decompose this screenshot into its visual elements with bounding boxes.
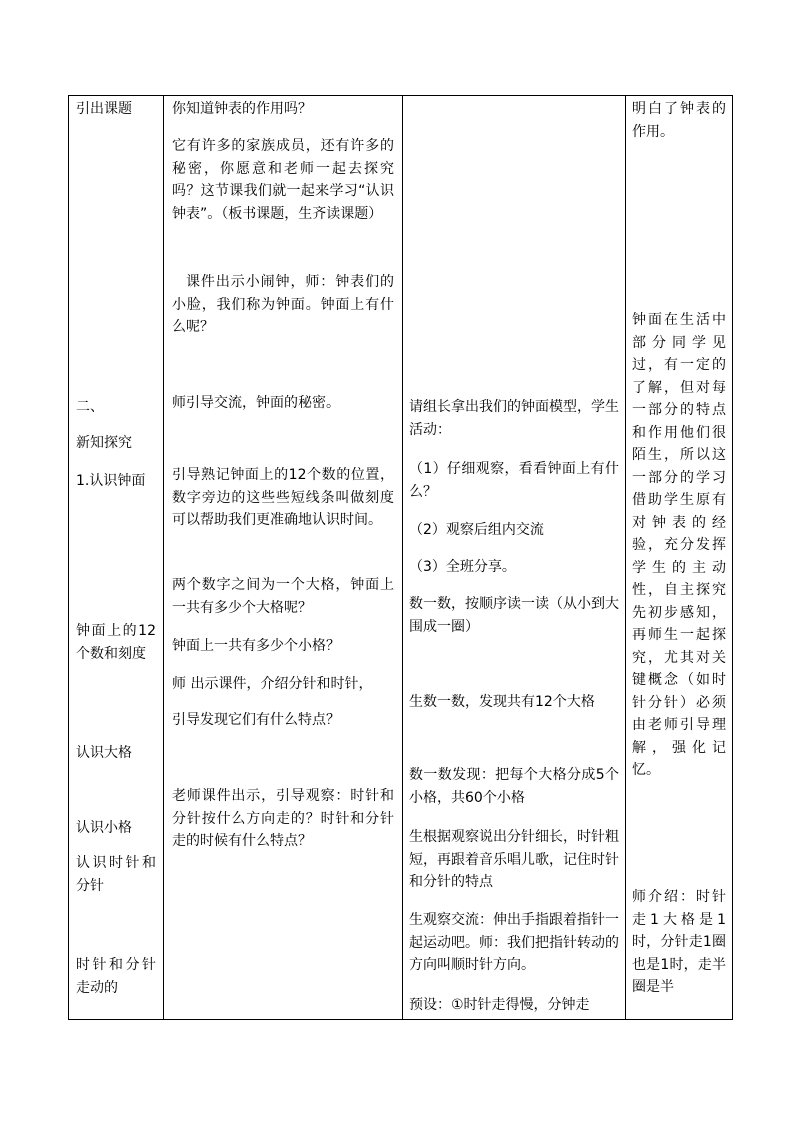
teacher-text: 钟面上一共有多少个小格？ bbox=[172, 638, 340, 654]
teacher-text: 你知道钟表的作用吗？ bbox=[172, 101, 312, 117]
stage-hands: 认识时针和分针 bbox=[76, 855, 156, 894]
teacher-text: 老师课件出示，引导观察：时针和分针按什么方向走的？时针和分针走的时候有什么特点？ bbox=[172, 788, 394, 849]
intent-text: 钟面在生活中部分同学见过，有一定的了解，但对每一部分的特点和作用他们很陌生，所以这一部分的学习借助学生原有对钟表的经验，充分发挥学生的主动性，自主探究先初步感知，再师生一起探究，尤其对关键概念（如时针分针）必须由老师引导理解，强化记忆。 bbox=[632, 312, 726, 778]
stage-section-two: 二、 bbox=[76, 399, 104, 415]
teacher-text: 引导熟记钟面上的12个数的位置，数字旁边的这些些短线条叫做刻度可以帮助我们更准确地认识时间。 bbox=[172, 467, 394, 528]
student-text: 数一数，按顺序读一读（从小到大围成一圈） bbox=[409, 596, 619, 635]
stage-hands-movement: 时针和分针走动的 bbox=[76, 957, 156, 996]
student-text: （1）仔细观察，看看钟面上有什么？ bbox=[409, 461, 619, 500]
stage-clock-face: 1.认识钟面 bbox=[76, 473, 146, 489]
student-text: 生数一数，发现共有12个大格 bbox=[409, 694, 595, 710]
student-text: 生观察交流：伸出手指跟着指针一起运动吧。师：我们把指针转动的方向叫顺时针方向。 bbox=[409, 912, 619, 973]
student-text: （2）观察后组内交流 bbox=[409, 522, 544, 538]
design-intent-column bbox=[626, 96, 733, 1020]
student-text: 请组长拿出我们的钟面模型，学生活动： bbox=[409, 399, 619, 438]
student-text: 生根据观察说出分针细长，时针粗短，再跟着音乐唱儿歌，记住时针和分针的特点 bbox=[409, 829, 619, 890]
student-text: 数一数发现：把每个大格分成5个小格，共60个小格 bbox=[409, 767, 619, 806]
stage-new-knowledge: 新知探究 bbox=[76, 435, 132, 451]
table-row bbox=[69, 96, 733, 1020]
stage-small-division: 认识小格 bbox=[76, 820, 132, 836]
teacher-text: 课件出示小闹钟，师：钟表们的小脸，我们称为钟面。钟面上有什么呢？ bbox=[172, 274, 394, 335]
student-text: （3）全班分享。 bbox=[409, 559, 516, 575]
intent-text: 师介绍：时针走1大格是1时，分针走1圈也是1时，走半圈是半 bbox=[632, 889, 726, 995]
intent-text: 明白了钟表的作用。 bbox=[632, 101, 726, 140]
teacher-text: 它有许多的家族成员，还有许多的秘密，你愿意和老师一起去探究吗？这节课我们就一起来学习“认识钟表”。（板书课题，生齐读课题） bbox=[172, 138, 394, 222]
lesson-plan-table bbox=[68, 95, 733, 1020]
teacher-text: 师 出示课件，介绍分针和时针， bbox=[172, 676, 373, 692]
student-text: 预设：①时针走得慢，分钟走 bbox=[409, 997, 590, 1013]
stage-big-division: 认识大格 bbox=[76, 745, 132, 761]
stage-column bbox=[69, 96, 164, 1020]
teacher-activity-column bbox=[164, 96, 403, 1020]
teacher-text: 师引导交流，钟面的秘密。 bbox=[172, 395, 340, 411]
stage-numbers-ticks: 钟面上的12个数和刻度 bbox=[76, 623, 156, 662]
teacher-text: 两个数字之间为一个大格，钟面上一共有多少个大格呢？ bbox=[172, 577, 394, 616]
stage-intro: 引出课题 bbox=[76, 101, 132, 117]
student-activity-column bbox=[403, 96, 626, 1020]
teacher-text: 引导发现它们有什么特点？ bbox=[172, 712, 340, 728]
